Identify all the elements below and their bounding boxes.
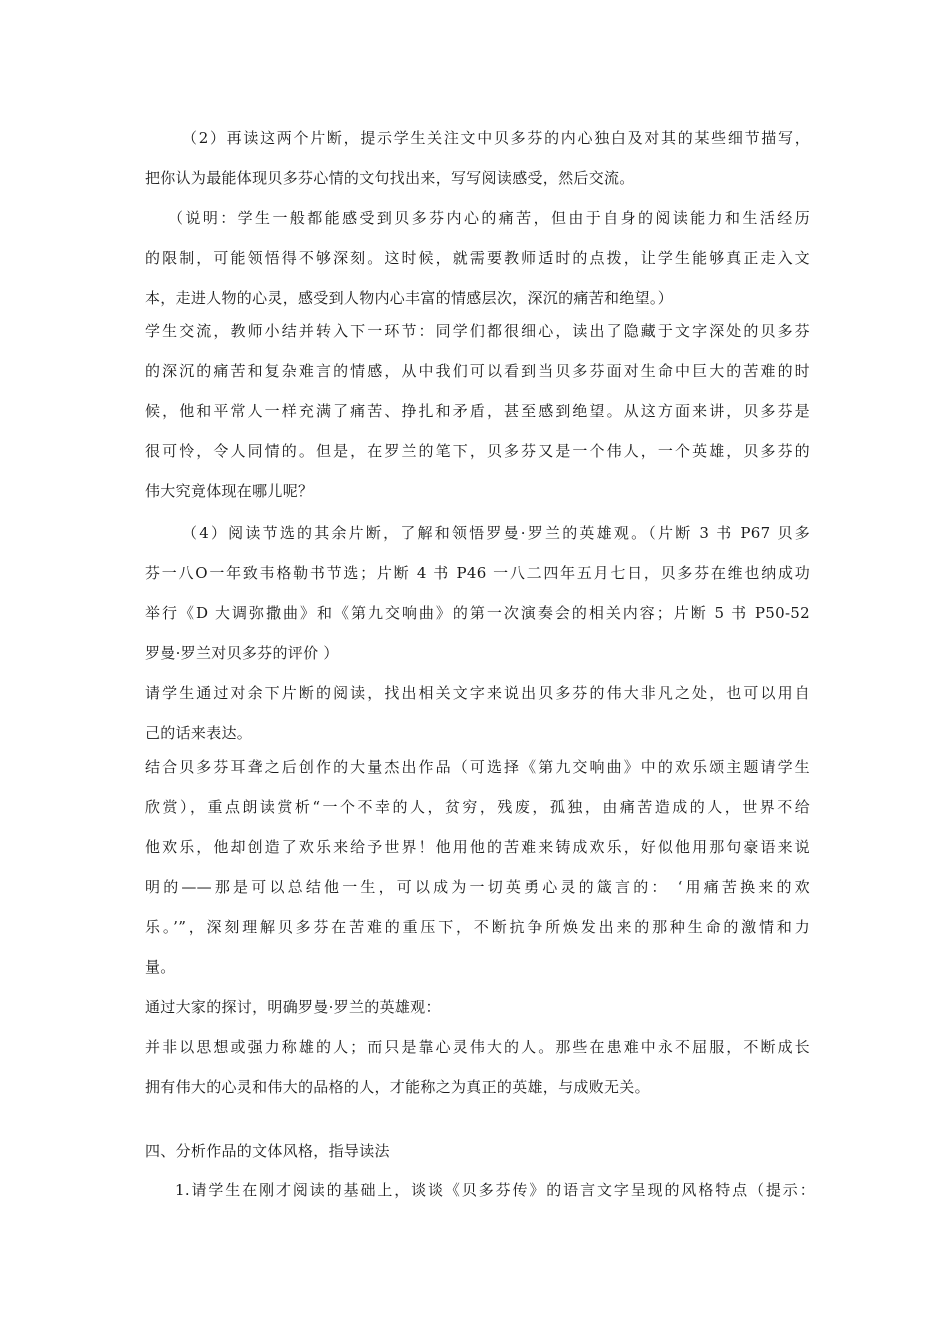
section-heading: 四、分析作品的文体风格，指导读法: [145, 1142, 390, 1160]
text-line: 结合贝多芬耳聋之后创作的大量杰出作品（可选择《第九交响曲》中的欢乐颂主题请学生: [145, 758, 810, 776]
text-line: 举行《D 大调弥撒曲》和《第九交响曲》的第一次演奏会的相关内容；片断 5 书 P50-52: [145, 604, 810, 622]
text-line: 本，走进人物的心灵，感受到人物内心丰富的情感层次，深沉的痛苦和绝望。）: [145, 289, 674, 307]
text-line: （4）阅读节选的其余片断，了解和领悟罗曼·罗兰的英雄观。（片断 3 书 P67 贝多: [182, 524, 810, 542]
text-line: 罗曼·罗兰对贝多芬的评价 ）: [145, 644, 339, 662]
text-line: 他欢乐，他却创造了欢乐来给予世界！他用他的苦难来铸成欢乐，好似他用那句豪语来说: [145, 838, 810, 856]
text-line: 候，他和平常人一样充满了痛苦、挣扎和矛盾，甚至感到绝望。从这方面来讲，贝多芬是: [145, 402, 810, 420]
text-line: 的深沉的痛苦和复杂难言的情感，从中我们可以看到当贝多芬面对生命中巨大的苦难的时: [145, 362, 810, 380]
text-line: 量。: [145, 958, 176, 976]
text-line: 的限制，可能领悟得不够深刻。这时候，就需要教师适时的点拨，让学生能够真正走入文: [145, 249, 810, 267]
text-line: 拥有伟大的心灵和伟大的品格的人，才能称之为真正的英雄，与成败无关。: [145, 1078, 650, 1096]
text-line: 并非以思想或强力称雄的人；而只是靠心灵伟大的人。那些在患难中永不屈服，不断成长: [145, 1038, 810, 1056]
text-line: 芬一八O一年致韦格勒书节选；片断 4 书 P46 一八二四年五月七日，贝多芬在维也纳成功: [145, 564, 810, 582]
text-line: 伟大究竟体现在哪儿呢？: [145, 482, 314, 500]
text-line: 1.请学生在刚才阅读的基础上，谈谈《贝多芬传》的语言文字呈现的风格特点（提示：: [175, 1181, 815, 1199]
text-line: 把你认为最能体现贝多芬心情的文句找出来，写写阅读感受，然后交流。: [145, 169, 635, 187]
text-line: 明的——那是可以总结他一生，可以成为一切英勇心灵的箴言的： ‘用痛苦换来的欢: [145, 878, 810, 896]
text-line: 通过大家的探讨，明确罗曼·罗兰的英雄观：: [145, 998, 441, 1016]
text-line: 学生交流，教师小结并转入下一环节：同学们都很细心，读出了隐藏于文字深处的贝多芬: [145, 322, 810, 340]
text-line: （说明：学生一般都能感受到贝多芬内心的痛苦，但由于自身的阅读能力和生活经历: [168, 209, 810, 227]
text-line: 很可怜，令人同情的。但是，在罗兰的笔下，贝多芬又是一个伟人，一个英雄，贝多芬的: [145, 442, 810, 460]
text-line: 己的话来表达。: [145, 724, 253, 742]
text-line: 请学生通过对余下片断的阅读，找出相关文字来说出贝多芬的伟大非凡之处，也可以用自: [145, 684, 810, 702]
text-line: （2）再读这两个片断，提示学生关注文中贝多芬的内心独白及对其的某些细节描写，: [182, 129, 810, 147]
text-line: 乐。’”，深刻理解贝多芬在苦难的重压下，不断抗争所焕发出来的那种生命的激情和力: [145, 918, 810, 936]
text-line: 欣赏），重点朗读赏析“一个不幸的人，贫穷，残废，孤独，由痛苦造成的人，世界不给: [145, 798, 810, 816]
